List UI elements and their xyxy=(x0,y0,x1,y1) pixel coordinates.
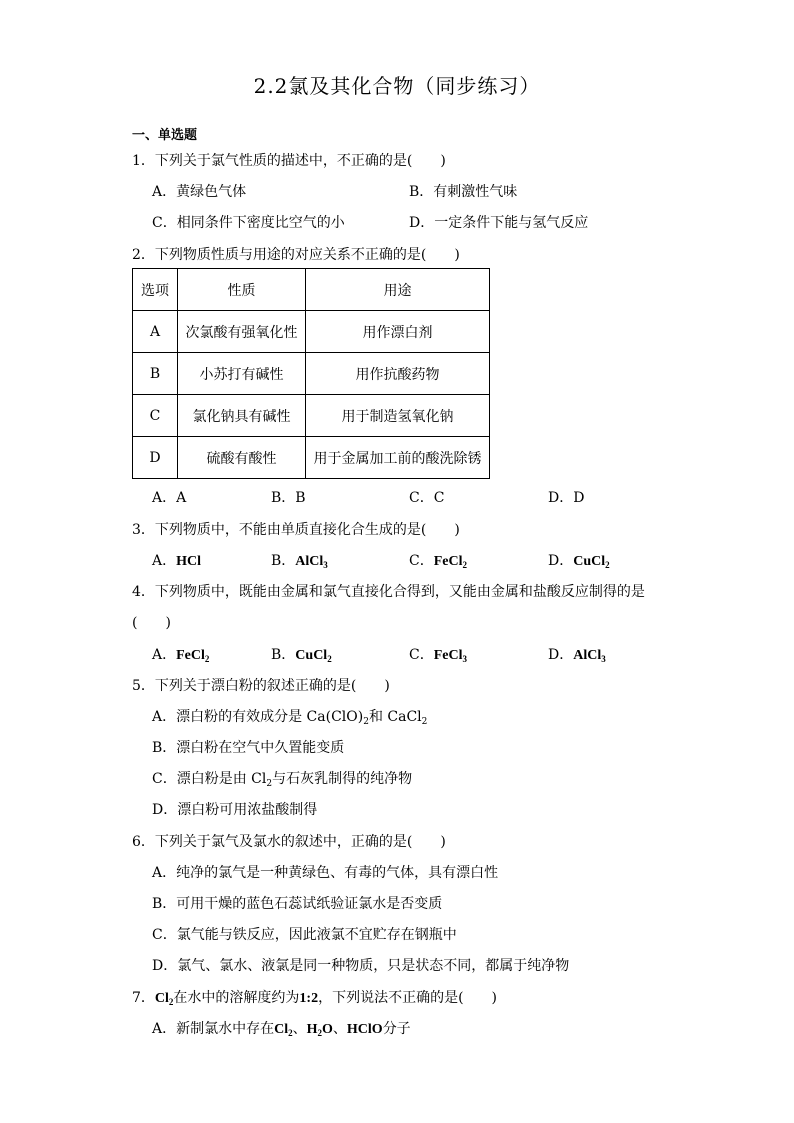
q3-option-c: C．FeCl$_2$ xyxy=(409,553,467,570)
table-cell: 次氯酸有强氧化性 xyxy=(178,311,306,353)
table-cell: 硫酸有酸性 xyxy=(178,437,306,479)
question-5-stem: 5．下列关于漂白粉的叙述正确的是( ) xyxy=(132,678,390,694)
q2-option-a: A．A xyxy=(152,490,187,506)
question-4-stem: 4．下列物质中，既能由金属和氯气直接化合得到，又能由金属和盐酸反应制得的是 xyxy=(132,584,645,600)
table-row xyxy=(133,311,490,353)
q4-option-b: B．CuCl$_2$ xyxy=(271,647,332,664)
table-cell: 氯化钠具有碱性 xyxy=(178,395,306,437)
q1-option-a: A．黄绿色气体 xyxy=(152,184,247,200)
q4-option-a: A．FeCl$_2$ xyxy=(152,647,210,664)
table-header-cell: 性质 xyxy=(178,269,306,311)
table-cell: 小苏打有碱性 xyxy=(178,353,306,395)
q2-option-b: B．B xyxy=(271,490,306,506)
table-cell: 用于金属加工前的酸洗除锈 xyxy=(306,437,490,479)
q3-option-a: A．HCl xyxy=(152,553,202,569)
q3-option-b: B．AlCl$_3$ xyxy=(271,553,328,570)
q2-option-c: C．C xyxy=(409,490,445,506)
question-7-stem: 7．$Cl_2$在水中的溶解度约为1:2，下列说法不正确的是( ) xyxy=(132,990,498,1007)
q5-option-c: C．漂白粉是由 $Cl_2$与石灰乳制得的纯净物 xyxy=(152,771,413,789)
question-6-stem: 6．下列关于氯气及氯水的叙述中，正确的是( ) xyxy=(132,834,446,850)
section-heading: 一、单选题 xyxy=(132,128,198,143)
table-cell: 用于制造氢氧化钠 xyxy=(306,395,490,437)
question-2-stem: 2．下列物质性质与用途的对应关系不正确的是( ) xyxy=(132,247,460,263)
question-3-stem: 3．下列物质中，不能由单质直接化合生成的是( ) xyxy=(132,522,460,538)
q6-option-d: D．氯气、氯水、液氯是同一种物质，只是状态不同，都属于纯净物 xyxy=(152,958,570,974)
table-header-cell: 选项 xyxy=(133,269,178,311)
q1-option-c: C．相同条件下密度比空气的小 xyxy=(152,215,345,231)
table-cell: A xyxy=(133,311,178,353)
table-row xyxy=(133,395,490,437)
q3-option-d: D．CuCl$_2$ xyxy=(548,553,610,570)
q5-option-a: A．漂白粉的有效成分是 $Ca(ClO)_2$和 CaCl$_2$ xyxy=(152,709,428,727)
question-1-stem: 1．下列关于氯气性质的描述中，不正确的是( ) xyxy=(132,153,446,169)
q1-option-d: D．一定条件下能与氢气反应 xyxy=(409,215,589,231)
table-cell: B xyxy=(133,353,178,395)
question-4-stem-cont: ( ) xyxy=(132,615,171,631)
q6-option-b: B．可用干燥的蓝色石蕊试纸验证氯水是否变质 xyxy=(152,896,443,912)
q4-option-c: C．FeCl$_3$ xyxy=(409,647,467,664)
table-cell: C xyxy=(133,395,178,437)
table-row xyxy=(133,437,490,479)
q1-option-b: B．有刺激性气味 xyxy=(409,184,518,200)
table-cell: 用作漂白剂 xyxy=(306,311,490,353)
q2-option-d: D．D xyxy=(548,490,585,506)
table-header-row xyxy=(133,269,490,311)
page-title: 2.2氯及其化合物（同步练习） xyxy=(253,74,541,98)
q7-option-a: A．新制氯水中存在$Cl_2$、$H_2O$、HClO分子 xyxy=(152,1021,411,1038)
property-use-table xyxy=(132,268,490,479)
table-header-cell: 用途 xyxy=(306,269,490,311)
q5-option-b: B．漂白粉在空气中久置能变质 xyxy=(152,740,345,756)
table-cell: D xyxy=(133,437,178,479)
q6-option-a: A．纯净的氯气是一种黄绿色、有毒的气体，具有漂白性 xyxy=(152,865,499,881)
q5-option-d: D．漂白粉可用浓盐酸制得 xyxy=(152,802,318,818)
table-row xyxy=(133,353,490,395)
q6-option-c: C．氯气能与铁反应，因此液氯不宜贮存在钢瓶中 xyxy=(152,927,457,943)
table-cell: 用作抗酸药物 xyxy=(306,353,490,395)
q4-option-d: D．AlCl$_3$ xyxy=(548,647,606,664)
